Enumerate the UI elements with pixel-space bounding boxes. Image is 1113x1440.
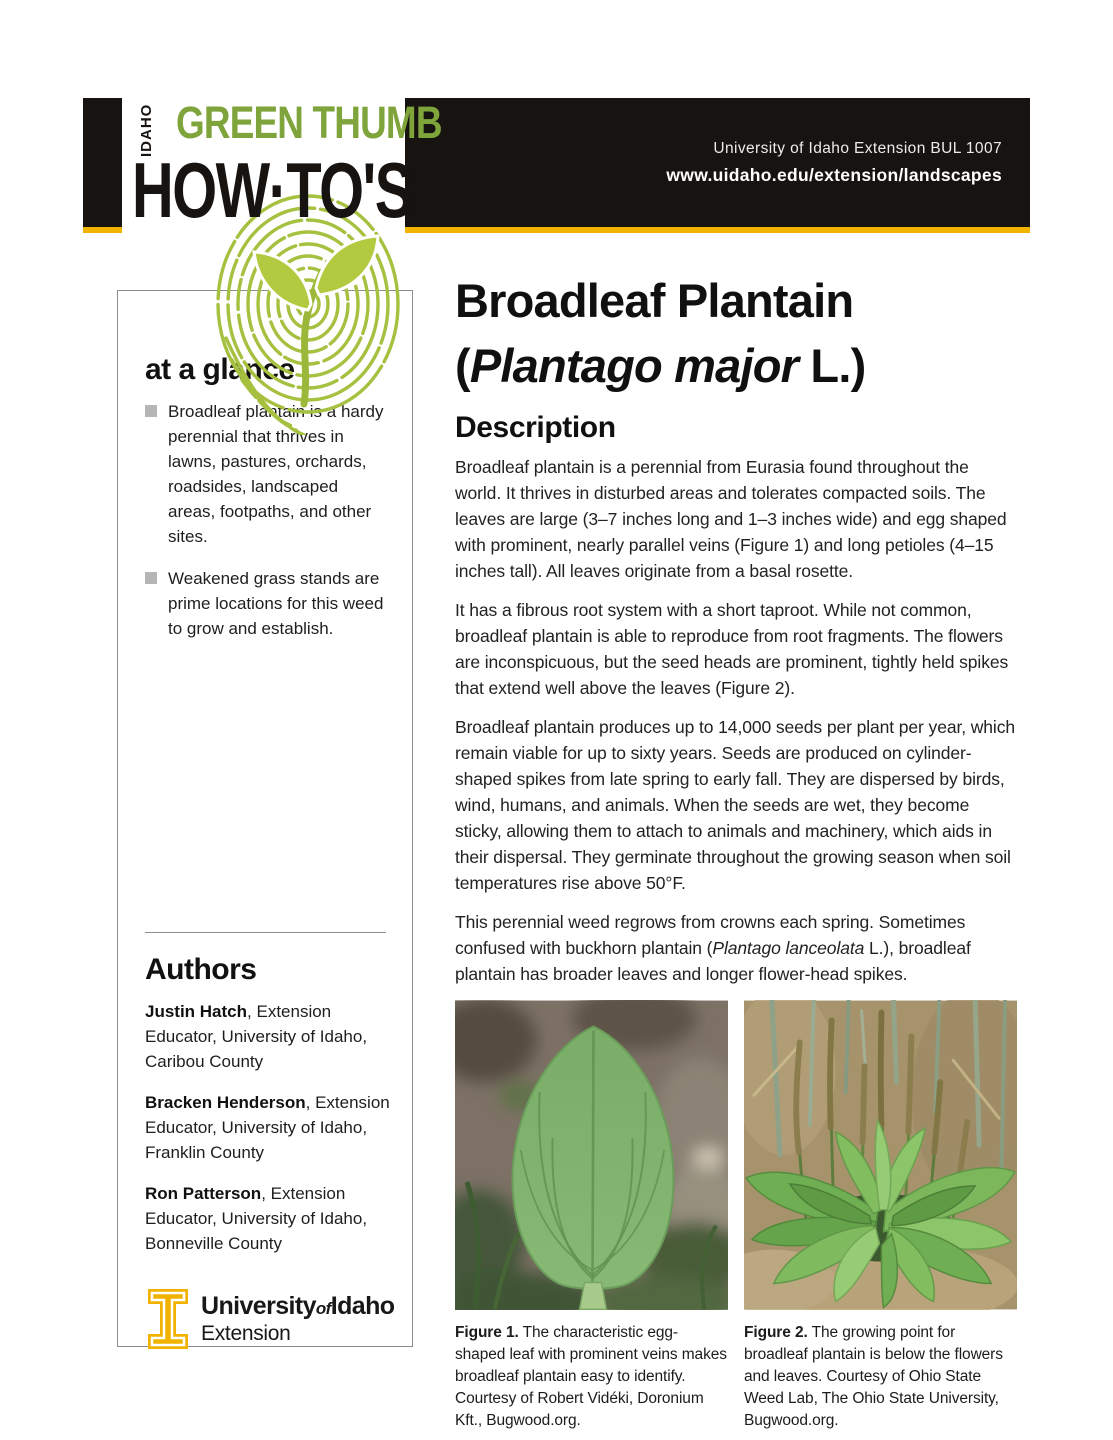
brand-green-thumb-text: GREEN THUMB <box>176 97 442 148</box>
block-i-icon <box>145 1286 191 1352</box>
broadleaf-plantain-leaf-photo <box>455 1000 728 1310</box>
body-paragraph: It has a fibrous root system with a short taproot. While not common, broadleaf plantain is able to reproduce from root fragments. The flowers are inconspicuous, but the seed heads are prominent, tightly held spikes that extend well above the leaves (Figure 2). <box>455 600 1009 698</box>
author-name: Bracken Henderson <box>145 1093 306 1112</box>
body-paragraph: This perennial weed regrows from crowns each spring. Sometimes confused with buckhorn plantain (Plantago lanceolata L.), broadleaf plantain has broader leaves and longer flower-head spikes. <box>455 912 971 984</box>
figure-2 <box>744 1000 1017 1432</box>
square-bullet-icon <box>145 405 157 417</box>
university-of-idaho-extension-logo <box>145 1286 395 1352</box>
author-entry <box>145 999 390 1074</box>
description-heading: Description <box>455 411 616 444</box>
extension-url-link[interactable]: www.uidaho.edu/extension/landscapes <box>666 164 1002 185</box>
author-role: , Extension Educator, University of Idaho, Caribou County <box>145 1002 368 1071</box>
sidebar-divider <box>145 932 386 933</box>
author-entry <box>145 1090 390 1165</box>
author-role: , Extension Educator, University of Idaho, Franklin County <box>145 1093 390 1162</box>
figure-2-caption: Figure 2. The growing point for broadleaf plantain is below the flowers and leaves. Courtesy of Ohio State Weed Lab, The Ohio State University, Bugwood.org. <box>744 1324 1003 1429</box>
logo-wordmark: UniversityofIdaho <box>201 1292 395 1320</box>
glance-item-text: Weakened grass stands are prime locations for this weed to grow and establish. <box>168 569 384 638</box>
figure-1-caption: Figure 1. The characteristic egg-shaped leaf with prominent veins makes broadleaf plantain easy to identify. Courtesy of Robert Vidéki, Doronium Kft., Bugwood.org. <box>455 1324 727 1429</box>
figures-row <box>455 1000 1017 1432</box>
at-a-glance-heading: at a glance <box>145 353 295 386</box>
brand-idaho-vertical-text: IDAHO <box>138 103 155 157</box>
author-entry <box>145 1181 390 1256</box>
body-paragraph: Broadleaf plantain is a perennial from Eurasia found throughout the world. It thrives in disturbed areas and tolerates compacted soils. The leaves are large (3–7 inches long and 1–3 inches wide) and egg shaped with prominent, nearly parallel veins (Figure 1) and long petioles (4–15 inches tall). All leaves originate from a basal rosette. <box>455 457 1007 581</box>
main-column <box>455 268 1017 1432</box>
author-name: Ron Patterson <box>145 1184 262 1203</box>
author-name: Justin Hatch <box>145 1002 248 1021</box>
broadleaf-plantain-plant-photo <box>744 1000 1017 1310</box>
header-right-black-bar <box>405 98 1030 233</box>
sidebar-box <box>117 290 413 1347</box>
author-role: , Extension Educator, University of Idaho, Bonneville County <box>145 1184 368 1253</box>
body-paragraph: Broadleaf plantain produces up to 14,000 seeds per plant per year, which remain viable for up to sixty years. Seeds are produced on cylinder-shaped spikes from late spring to early fall. They are dispersed by birds, wind, humans, and animals. When the seeds are wet, they become sticky, allowing them to attach to animals and machinery, which aids in their dispersal. They germinate throughout the growing season when soil temperatures rise above 50°F. <box>455 717 1015 893</box>
logo-extension-text: Extension <box>201 1322 291 1345</box>
page-title: Broadleaf Plantain (Plantago major L.) <box>455 274 866 392</box>
figure-1 <box>455 1000 728 1432</box>
authors-heading: Authors <box>145 953 257 986</box>
header-left-black-bar <box>83 98 122 233</box>
brand-how-tos-text: HOW·TO'S <box>132 146 412 234</box>
glance-item-text: Broadleaf plantain is a hardy perennial that thrives in lawns, pastures, orchards, roadsides, landscaped areas, footpaths, and other sites. <box>168 402 384 546</box>
square-bullet-icon <box>145 572 157 584</box>
list-item <box>145 566 390 641</box>
bulletin-number: University of Idaho Extension BUL 1007 <box>713 139 1002 157</box>
